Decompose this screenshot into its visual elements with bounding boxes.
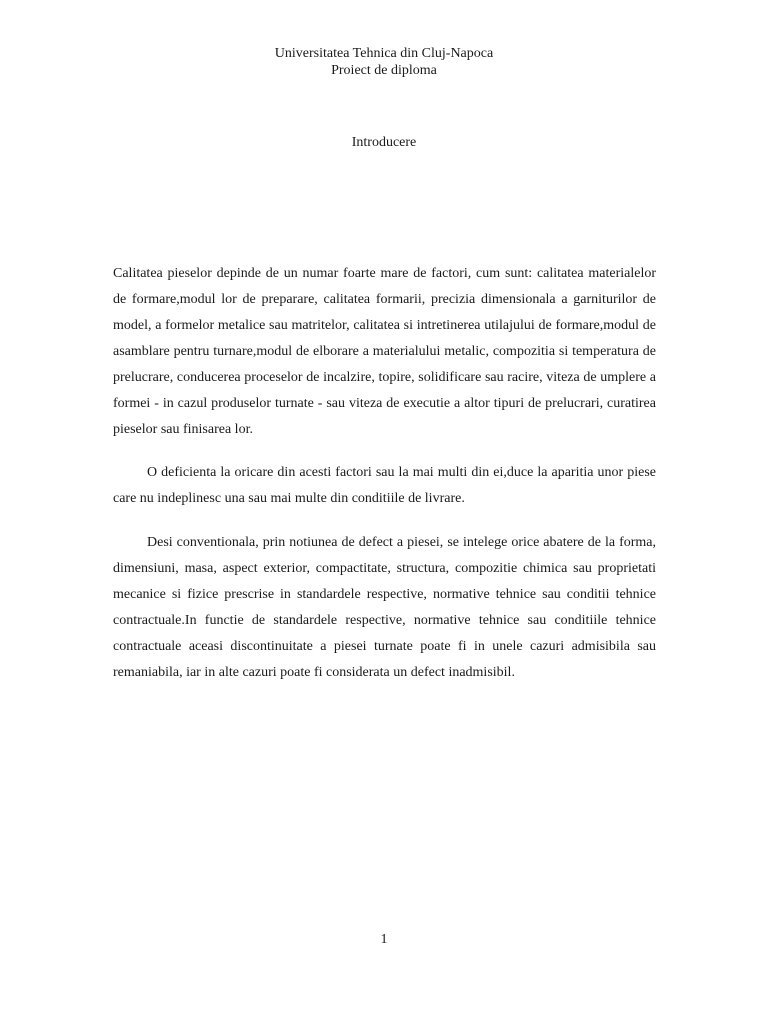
page-header (0, 45, 768, 79)
page-number: 1 (380, 932, 388, 947)
section-title: Introducere (351, 135, 417, 150)
project-type: Proiect de diploma (331, 63, 437, 78)
body-paragraph-1: Calitatea pieselor depinde de un numar foarte mare de factori, cum sunt: calitatea materialelor de formare,modul lor de preparare, calitatea formarii, precizia dimensionala a garniturilor de model, a formelor metalice sau matritelor, calitatea si intretinerea utilajului de formare,modul de asamblare pentru turnare,modul de elborare a materialului metalic, compozitia si temperatura de prelucrare, conducerea proceselor de incalzire, topire, solidificare sau racire, viteza de umplere a formei - in cazul produselor turnate - sau viteza de executie a altor tipuri de prelucrari, curatirea pieselor sau finisarea lor. (113, 266, 656, 437)
body-paragraph-3: Desi conventionala, prin notiunea de defect a piesei, se intelege orice abatere de la forma, dimensiuni, masa, aspect exterior, compactitate, structura, compozitie chimica sau proprietati mecanice si fizice prescrise in standardele respective, normative tehnice sau conditii tehnice contractuale.In functie de standardele respective, normative tehnice sau conditiile tehnice contractuale aceasi discontinuitate a piesei turnate poate fi in unele cazuri admisibila sau remaniabila, iar in alte cazuri poate fi considerata un defect inadmisibil. (113, 535, 656, 680)
body-paragraph-2: O deficienta la oricare din acesti factori sau la mai multi din ei,duce la aparitia unor piese care nu indeplinesc una sau mai multe din conditiile de livrare. (113, 465, 656, 506)
university-name: Universitatea Tehnica din Cluj-Napoca (274, 46, 494, 61)
